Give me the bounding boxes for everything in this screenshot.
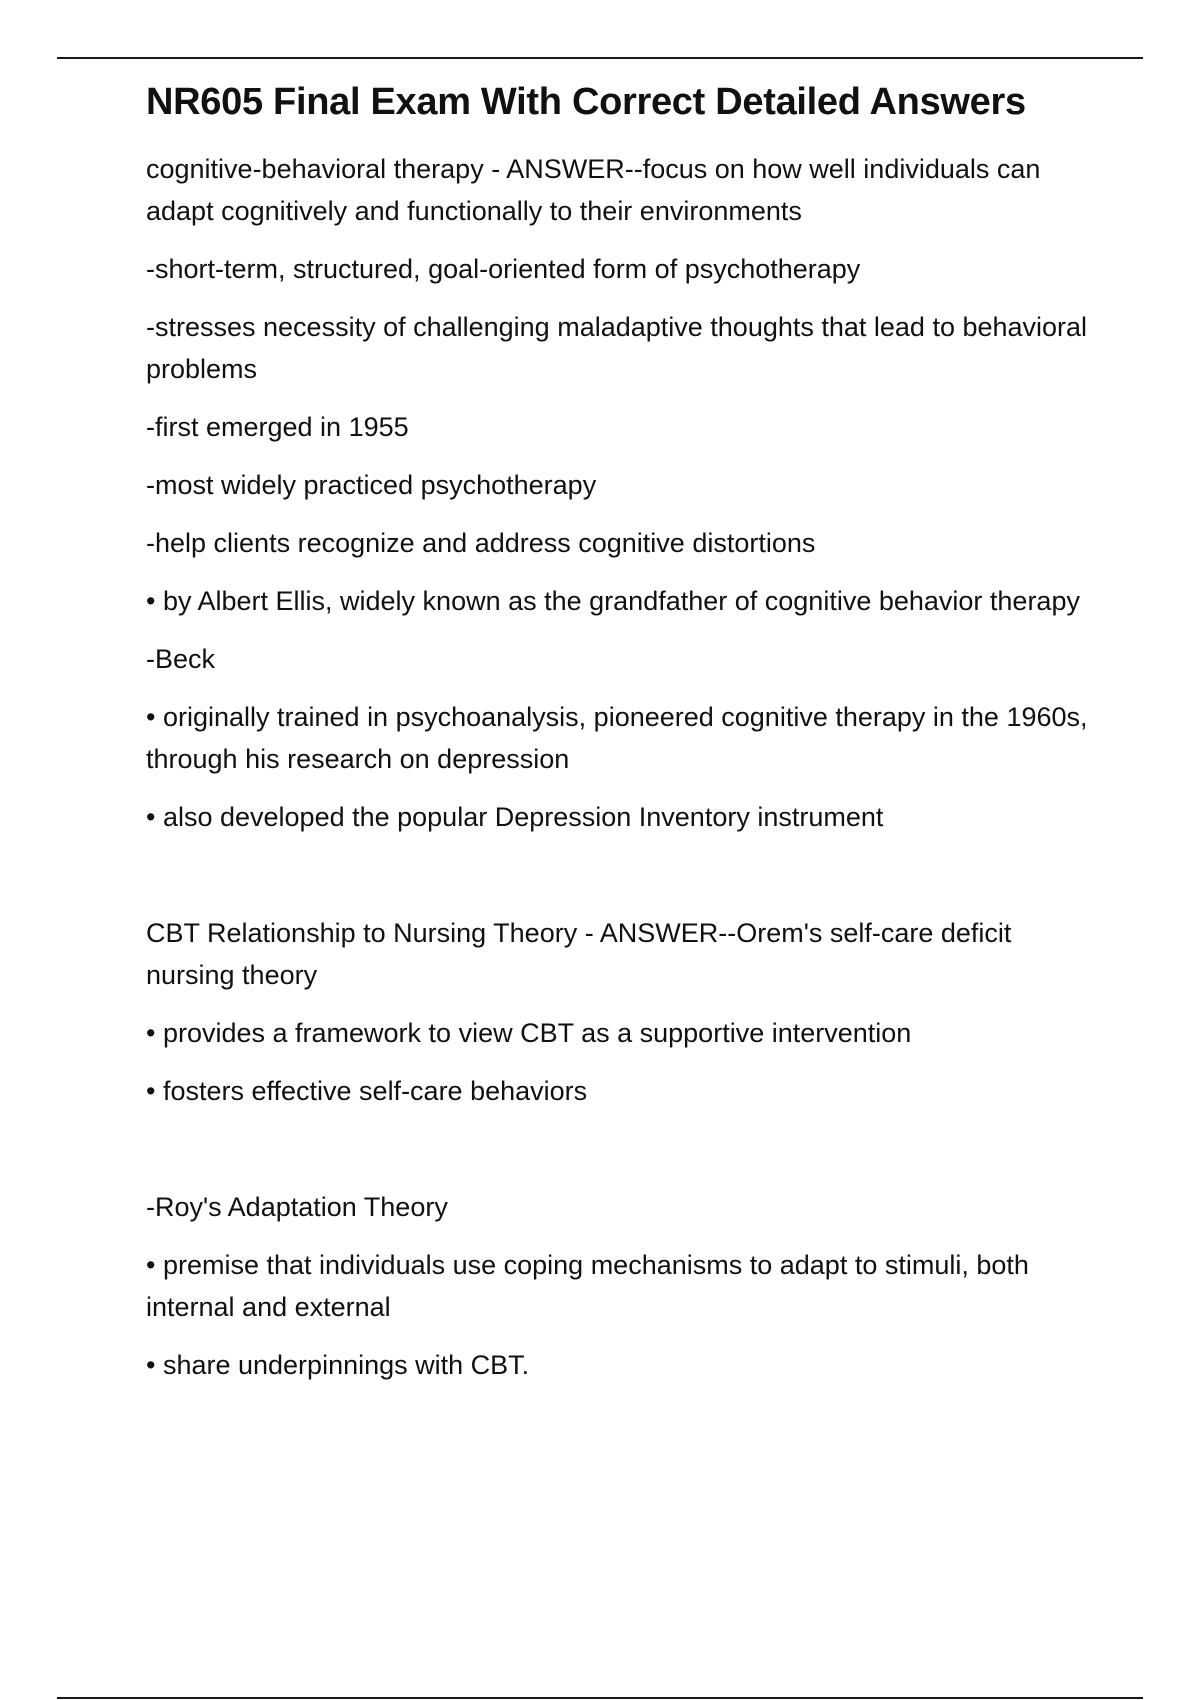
- paragraph: -stresses necessity of challenging maladaptive thoughts that lead to behavioral problems: [146, 312, 1088, 384]
- document-body: [146, 74, 1106, 1402]
- section-roy-adaptation: [146, 1186, 1106, 1386]
- paragraph: -Roy's Adaptation Theory: [146, 1192, 448, 1222]
- paragraph: • by Albert Ellis, widely known as the grandfather of cognitive behavior therapy: [146, 586, 1080, 616]
- section-spacer: [146, 854, 1106, 912]
- paragraph: • premise that individuals use coping mechanisms to adapt to stimuli, both internal and external: [146, 1250, 1029, 1322]
- section-cbt: [146, 148, 1106, 838]
- paragraph: CBT Relationship to Nursing Theory - ANSWER--Orem's self-care deficit nursing theory: [146, 918, 1012, 990]
- section-nursing-theory: [146, 912, 1106, 1112]
- bottom-rule: [57, 1697, 1143, 1699]
- paragraph: • also developed the popular Depression Inventory instrument: [146, 802, 884, 832]
- paragraph: • share underpinnings with CBT.: [146, 1350, 530, 1380]
- paragraph: • provides a framework to view CBT as a supportive intervention: [146, 1018, 912, 1048]
- document-title: NR605 Final Exam With Correct Detailed Answers: [146, 81, 1026, 123]
- paragraph: -Beck: [146, 644, 216, 674]
- paragraph: -most widely practiced psychotherapy: [146, 470, 597, 500]
- paragraph: -help clients recognize and address cognitive distortions: [146, 528, 816, 558]
- paragraph: -short-term, structured, goal-oriented form of psychotherapy: [146, 254, 861, 284]
- paragraph: • fosters effective self-care behaviors: [146, 1076, 588, 1106]
- paragraph: -first emerged in 1955: [146, 412, 409, 442]
- paragraph: • originally trained in psychoanalysis, pioneered cognitive therapy in the 1960s, through his research on depression: [146, 702, 1088, 774]
- top-rule: [57, 57, 1143, 59]
- paragraph: cognitive-behavioral therapy - ANSWER--focus on how well individuals can adapt cognitively and functionally to their environments: [146, 154, 1041, 226]
- section-spacer: [146, 1128, 1106, 1186]
